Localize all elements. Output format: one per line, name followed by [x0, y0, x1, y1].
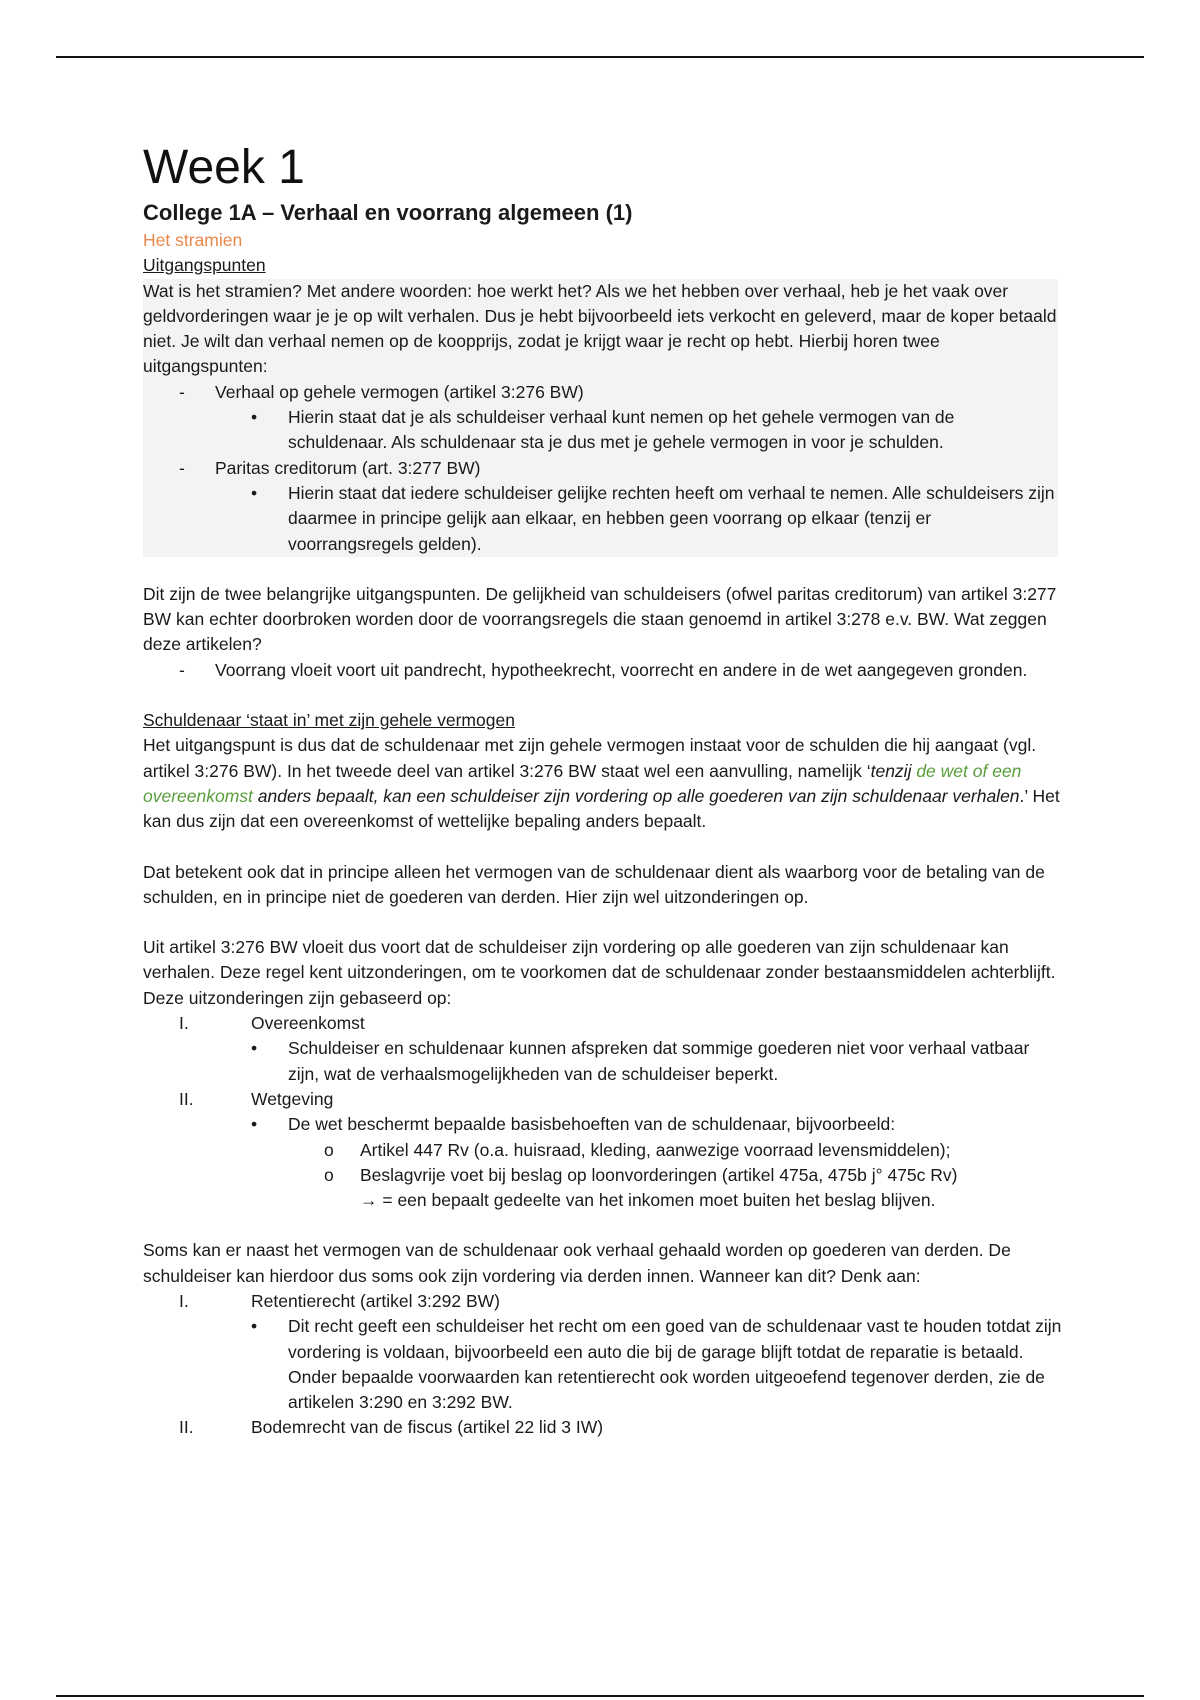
list-item: [143, 380, 1058, 405]
bottom-rule: [56, 1695, 1144, 1697]
dash-marker: -: [179, 659, 185, 680]
bullet-marker: •: [251, 407, 258, 428]
bullet-marker: •: [251, 1038, 258, 1059]
roman-marker: I.: [179, 1013, 189, 1034]
bullet-marker: •: [251, 1316, 258, 1337]
college-heading: College 1A – Verhaal en voorrang algemeen (1): [143, 200, 633, 225]
top-rule: [56, 56, 1144, 58]
list-item: [143, 1289, 1063, 1314]
paragraph: Soms kan er naast het vermogen van de schuldenaar ook verhaal gehaald worden op goederen van derden. De schuldeiser kan hierdoor dus soms ook zijn vordering via derden innen. Wanneer kan dit? Denk aan:: [143, 1240, 1011, 1286]
highlighted-block: [143, 279, 1058, 557]
schuldenaar-heading: Schuldenaar ‘staat in’ met zijn gehele vermogen: [143, 710, 515, 731]
paragraph: Dat betekent ook dat in principe alleen het vermogen van de schuldenaar dient als waarborg voor de betaling van de schulden, en in principe niet de goederen van derden. Hier zijn wel uitzonderingen op.: [143, 861, 1045, 907]
dash-marker: -: [179, 457, 185, 478]
arrow-note: [143, 1188, 1063, 1213]
list-item: [143, 1163, 1063, 1188]
list-item-text: Dit recht geeft een schuldeiser het recht om een goed van de schuldenaar vast te houden totdat zijn vordering is voldaan, bijvoorbeeld een auto die bij de garage blijft totdat de reparatie is betaald. Onder bepaalde voorwaarden kan retentierecht ook worden uitgeoefend tegenover derden, zie de artikelen 3:290 en 3:292 BW.: [288, 1316, 1062, 1413]
list-item: [143, 405, 1058, 456]
page-title: Week 1: [143, 141, 305, 194]
list-item: [143, 481, 1058, 557]
bullet-marker: •: [251, 482, 258, 503]
list-item: [143, 456, 1058, 481]
roman-marker: II.: [179, 1088, 194, 1109]
intro-paragraph: Wat is het stramien? Met andere woorden: hoe werkt het? Als we het hebben over verhaal, heb je het vaak over geldvorderingen waar je je op wilt verhalen. Dus je hebt bijvoorbeeld iets verkocht en geleverd, maar de koper betaald niet. Je wilt dan verhaal nemen op de koopprijs, zodat je krijgt waar je recht op hebt. Hierbij horen twee uitgangspunten:: [143, 280, 1057, 377]
list-item-text: Hierin staat dat iedere schuldeiser gelijke rechten heeft om verhaal te nemen. Alle schuldeisers zijn daarmee in principe gelijk aan elkaar, en hebben geen voorrang op elkaar (tenzij er voorrangsregels gelden).: [288, 482, 1055, 554]
arrow-text: → = een bepaalt gedeelte van het inkomen moet buiten het beslag blijven.: [360, 1190, 936, 1211]
list-item-text: Wetgeving: [251, 1088, 334, 1109]
list-item-text: Overeenkomst: [251, 1013, 365, 1034]
list-item-text: Schuldeiser en schuldenaar kunnen afspreken dat sommige goederen niet voor verhaal vatbaar zijn, wat de verhaalsmogelijkheden van de schuldeiser beperkt.: [288, 1038, 1030, 1084]
uitgangspunten-heading: Uitgangspunten: [143, 255, 266, 276]
bullet-marker: •: [251, 1114, 258, 1135]
paragraph: Het uitgangspunt is dus dat de schuldenaar met zijn gehele vermogen instaat voor de schulden die hij aangaat (vgl. artikel 3:276 BW). In het tweede deel van artikel 3:276 BW staat wel een aanvulling, namelijk ‘tenzij de wet of een overeenkomst anders bepaalt, kan een schuldeiser zijn vordering op alle goederen van zijn schuldenaar verhalen.’ Het kan dus zijn dat een overeenkomst of wettelijke bepaling anders bepaalt.: [143, 735, 1060, 832]
list-item-text: Beslagvrije voet bij beslag op loonvorderingen (artikel 475a, 475b j° 475c Rv): [360, 1164, 958, 1185]
list-item: [143, 1112, 1063, 1137]
list-item: [143, 1314, 1063, 1415]
paragraph: Uit artikel 3:276 BW vloeit dus voort dat de schuldeiser zijn vordering op alle goederen van zijn schuldenaar kan verhalen. Deze regel kent uitzonderingen, om te voorkomen dat de schuldenaar zonder bestaansmiddelen achterblijft. Deze uitzonderingen zijn gebaseerd op:: [143, 937, 1056, 1008]
list-item-text: Hierin staat dat je als schuldeiser verhaal kunt nemen op het gehele vermogen van de schuldenaar. Als schuldenaar sta je dus met je gehele vermogen in voor je schulden.: [288, 407, 955, 453]
circle-marker: o: [324, 1164, 334, 1185]
roman-marker: I.: [179, 1290, 189, 1311]
list-item: [143, 658, 1063, 683]
list-item-text: Paritas creditorum (art. 3:277 BW): [215, 457, 481, 478]
roman-marker: II.: [179, 1417, 194, 1438]
section-heading: Het stramien: [143, 230, 243, 250]
list-item-text: Bodemrecht van de fiscus (artikel 22 lid 3 IW): [251, 1417, 604, 1438]
list-item: [143, 1036, 1063, 1087]
list-item: [143, 1011, 1063, 1036]
list-item: [143, 1138, 1063, 1163]
list-item: [143, 1415, 1063, 1440]
list-item-text: Artikel 447 Rv (o.a. huisraad, kleding, aanwezige voorraad levensmiddelen);: [360, 1139, 951, 1160]
list-item-text: De wet beschermt bepaalde basisbehoeften van de schuldenaar, bijvoorbeeld:: [288, 1114, 896, 1135]
list-item-text: Retentierecht (artikel 3:292 BW): [251, 1290, 500, 1311]
document-page: [143, 140, 1063, 1441]
circle-marker: o: [324, 1139, 334, 1160]
dash-marker: -: [179, 381, 185, 402]
list-item: [143, 1087, 1063, 1112]
paragraph: Dit zijn de twee belangrijke uitgangspunten. De gelijkheid van schuldeisers (ofwel paritas creditorum) van artikel 3:277 BW kan echter doorbroken worden door de voorrangsregels die staan genoemd in artikel 3:278 e.v. BW. Wat zeggen deze artikelen?: [143, 583, 1057, 655]
list-item-text: Voorrang vloeit voort uit pandrecht, hypotheekrecht, voorrecht en andere in de wet aangegeven gronden.: [215, 659, 1028, 680]
list-item-text: Verhaal op gehele vermogen (artikel 3:276 BW): [215, 381, 584, 402]
